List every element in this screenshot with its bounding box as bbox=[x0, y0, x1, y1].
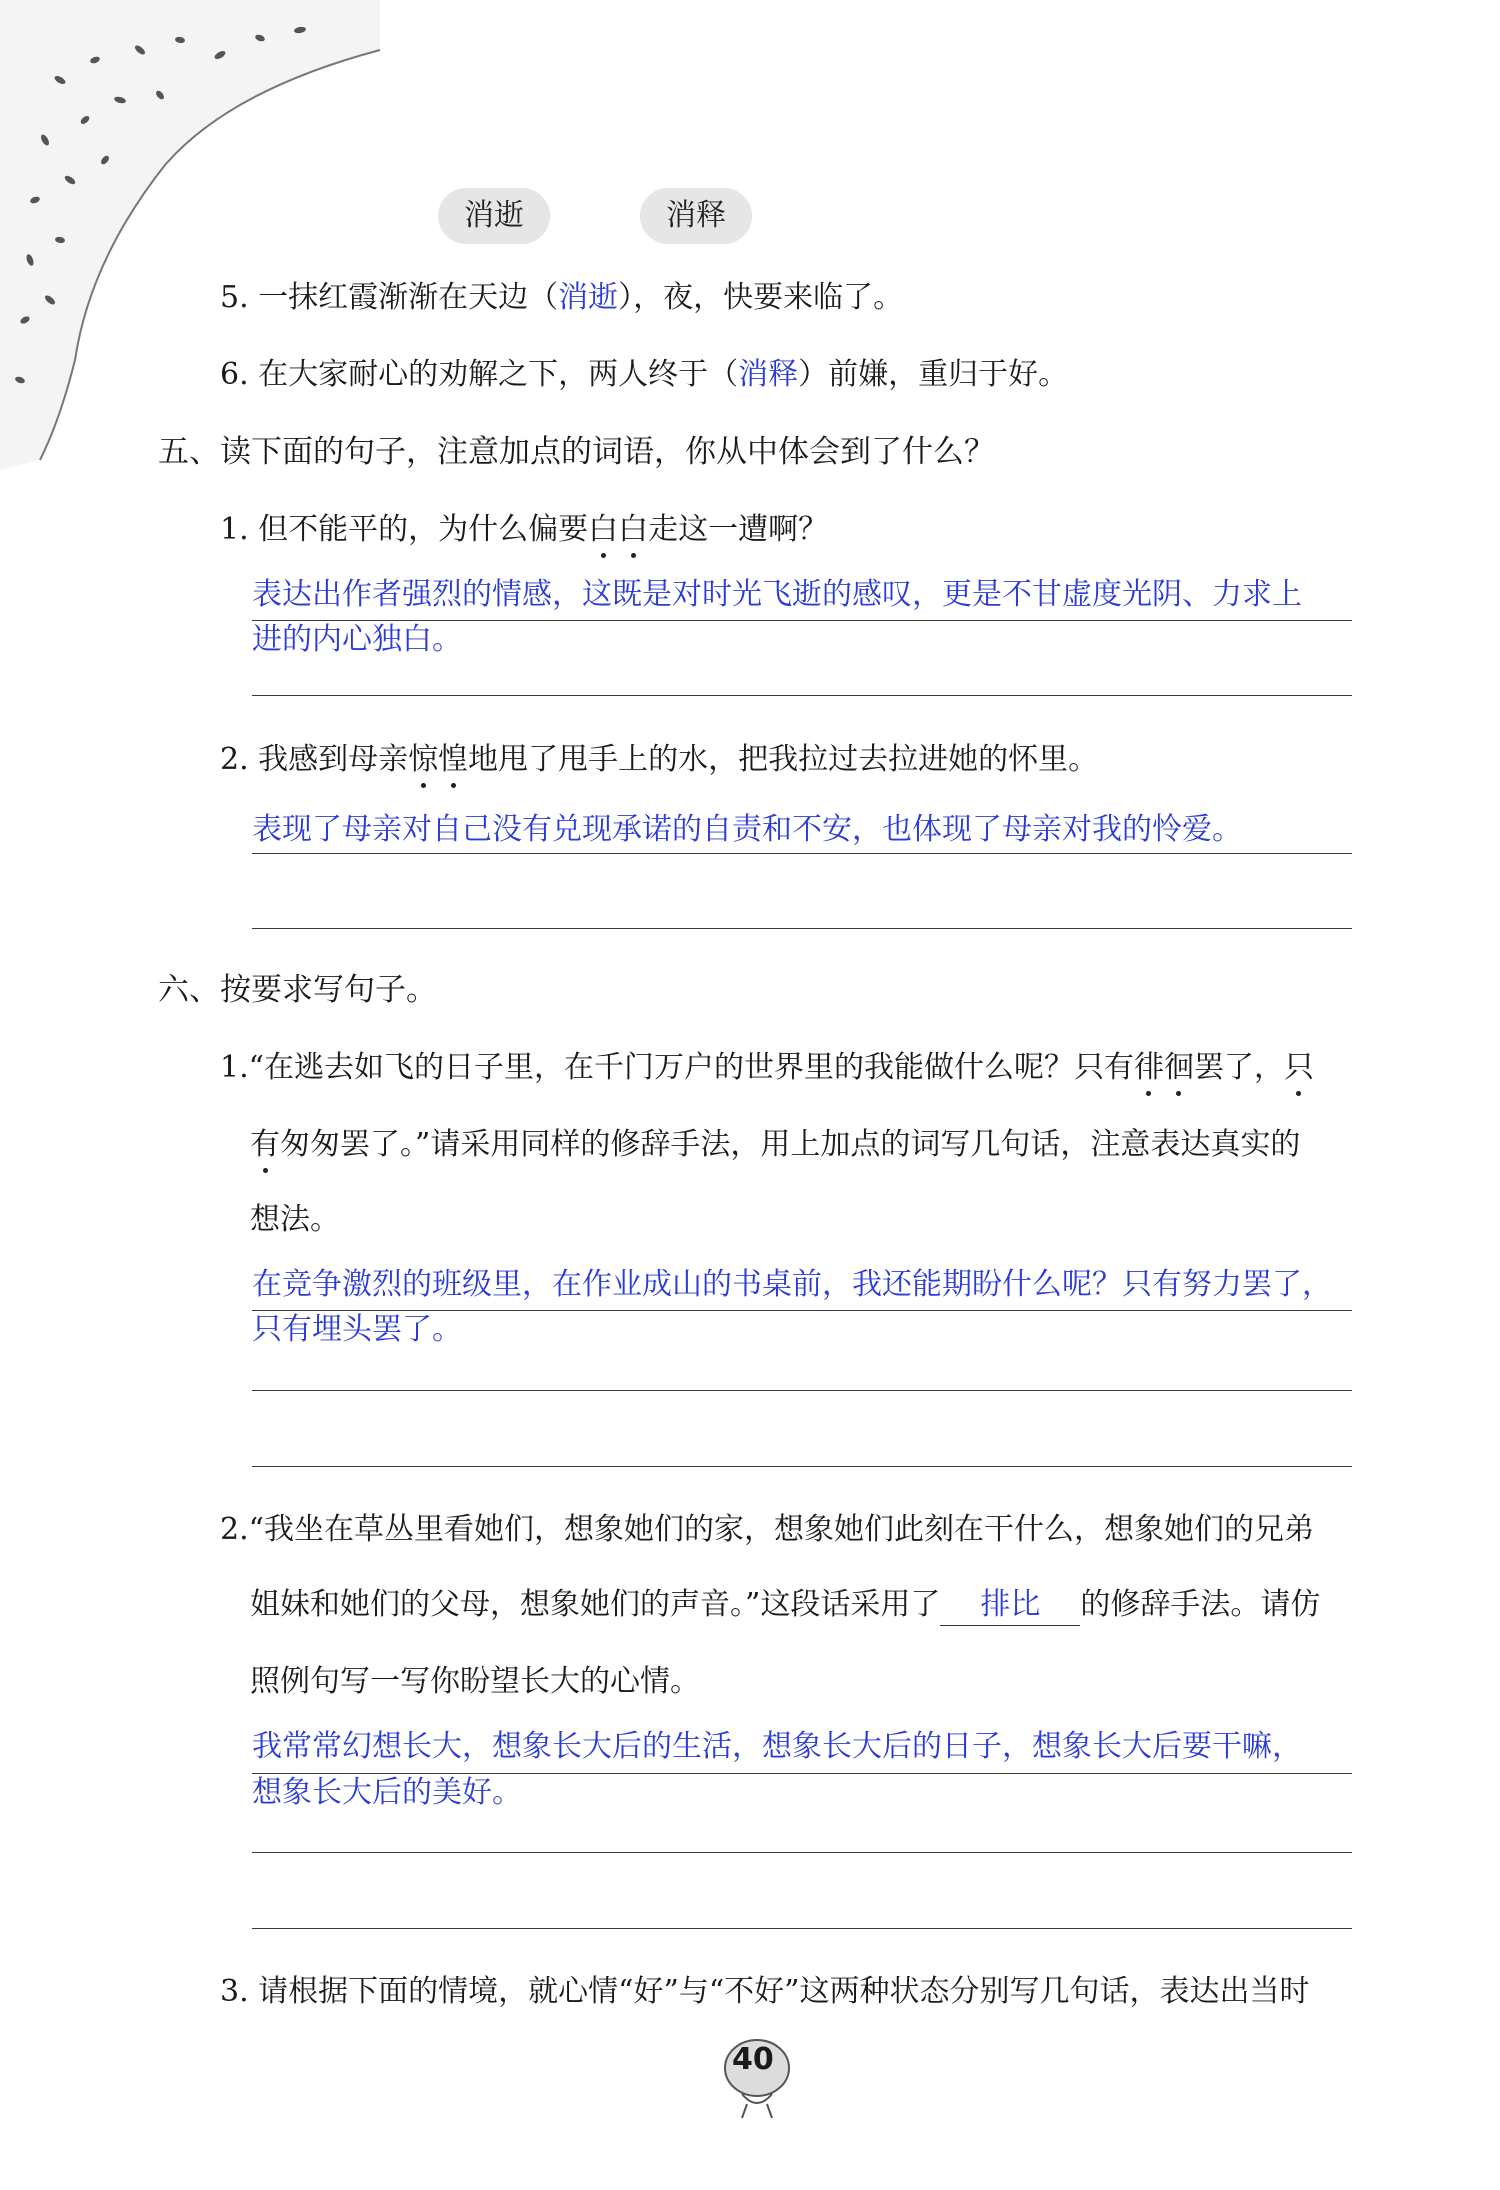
word-chip-xiaoshi-release: 消释 bbox=[640, 188, 752, 244]
answer-rule bbox=[252, 1466, 1352, 1467]
section-5-question-2: 2. 我感到母亲惊惶地甩了甩手上的水，把我拉过去拉进她的怀里。 bbox=[220, 740, 1098, 780]
section-5-answer-1-line-1: 表达出作者强烈的情感，这既是对时光飞逝的感叹，更是不甘虚度光阴、力求上 bbox=[252, 577, 1302, 612]
section-6-question-1-line-1: 1.“在逃去如飞的日子里，在千门万户的世界里的我能做什么呢？只有徘徊罢了，只 bbox=[220, 1048, 1314, 1088]
word-chip-xiaoshi: 消逝 bbox=[438, 188, 550, 244]
section-6-question-3-line-1: 3. 请根据下面的情境，就心情“好”与“不好”这两种状态分别写几句话，表达出当时 bbox=[220, 1974, 1310, 2009]
section-6-question-2-line-1: 2.“我坐在草丛里看她们，想象她们的家，想象她们此刻在干什么，想象她们的兄弟 bbox=[220, 1512, 1314, 1547]
section-5-title: 五、读下面的句子，注意加点的词语，你从中体会到了什么？ bbox=[158, 434, 995, 470]
leaf-corner-decoration bbox=[0, 0, 420, 470]
answer-rhetoric: 排比 bbox=[980, 1587, 1041, 1622]
answer-rule bbox=[252, 928, 1352, 929]
section-6-answer-2-line-1: 我常常幻想长大，想象长大后的生活，想象长大后的日子，想象长大后要干嘛， bbox=[252, 1729, 1302, 1764]
answer-5: 消逝 bbox=[558, 280, 619, 315]
section-5-answer-1-line-2: 进的内心独白。 bbox=[252, 622, 462, 657]
question-5: 5. 一抹红霞渐渐在天边（消逝），夜，快要来临了。 bbox=[220, 280, 904, 315]
section-6-question-1-line-3: 想法。 bbox=[250, 1202, 340, 1237]
page-number: 40 bbox=[732, 2042, 774, 2077]
answer-rule bbox=[252, 1928, 1352, 1929]
answer-rule bbox=[252, 695, 1352, 696]
section-6-answer-1-line-1: 在竞争激烈的班级里，在作业成山的书桌前，我还能期盼什么呢？只有努力罢了， bbox=[252, 1267, 1332, 1302]
section-5-answer-2: 表现了母亲对自己没有兑现承诺的自责和不安，也体现了母亲对我的怜爱。 bbox=[252, 812, 1242, 847]
page-number-badge bbox=[712, 2034, 802, 2124]
answer-6: 消释 bbox=[738, 357, 799, 392]
section-6-question-2-line-3: 照例句写一写你盼望长大的心情。 bbox=[250, 1664, 700, 1699]
answer-rule bbox=[252, 1852, 1352, 1853]
section-6-question-2-line-2: 姐妹和她们的父母，想象她们的声音。”这段话采用了 排比 的修辞手法。请仿 bbox=[250, 1585, 1320, 1626]
question-6: 6. 在大家耐心的劝解之下，两人终于（消释）前嫌，重归于好。 bbox=[220, 357, 1069, 392]
answer-rule bbox=[252, 853, 1352, 854]
section-6-answer-1-line-2: 只有埋头罢了。 bbox=[252, 1312, 462, 1347]
section-6-answer-2-line-2: 想象长大后的美好。 bbox=[252, 1775, 522, 1810]
section-6-title: 六、按要求写句子。 bbox=[158, 972, 437, 1008]
section-5-question-1: 1. 但不能平的，为什么偏要白白走这一遭啊？ bbox=[220, 510, 828, 550]
section-6-question-1-line-2: 有匆匆罢了。”请采用同样的修辞手法，用上加点的词写几句话，注意表达真实的 bbox=[250, 1125, 1300, 1165]
answer-rule bbox=[252, 1390, 1352, 1391]
